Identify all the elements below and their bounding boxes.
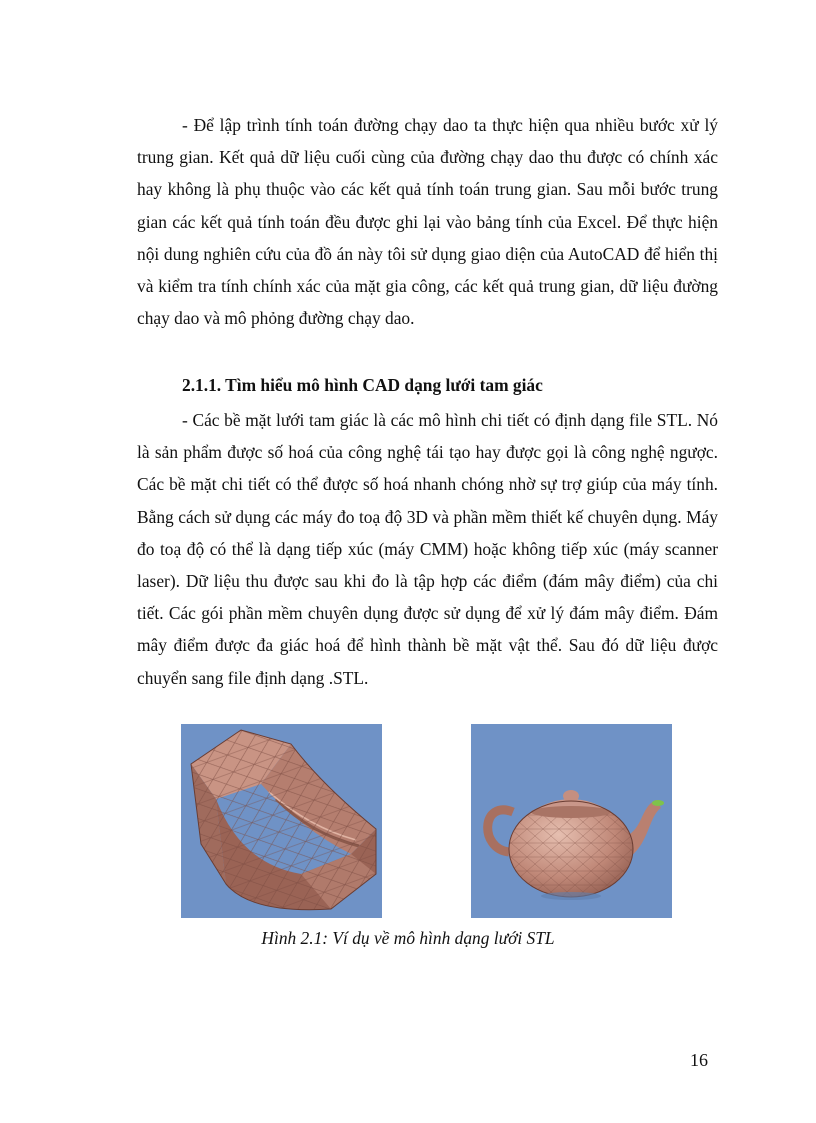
stl-mesh-teapot-image: [471, 724, 672, 918]
section-heading: 2.1.1. Tìm hiểu mô hình CAD dạng lưới tam giác: [182, 375, 543, 395]
page-number: 16: [690, 1050, 708, 1070]
figure-caption: Hình 2.1: Ví dụ về mô hình dạng lưới STL: [261, 928, 555, 948]
body-paragraph-2: - Các bề mặt lưới tam giác là các mô hình chi tiết có định dạng file STL. Nó là sản phẩm được số hoá của công nghệ tái tạo hay được gọi là công nghệ ngược. Các bề mặt chi tiết có thể được số hoá nhanh chóng nhờ sự trợ giúp của máy tính. Bằng cách sử dụng các máy đo toạ độ 3D và phần mềm thiết kế chuyên dụng. Máy đo toạ độ có thể là dạng tiếp xúc (máy CMM) hoặc không tiếp xúc (máy scanner laser). Dữ liệu thu được sau khi đo là tập hợp các điểm (đám mây điểm) của chi tiết. Các gói phần mềm chuyên dụng được sử dụng để xử lý đám mây điểm. Đám mây điểm được đa giác hoá để hình thành bề mặt vật thể. Sau đó dữ liệu được chuyển sang file định dạng .STL.: [137, 410, 718, 688]
stl-mesh-part-image: [181, 724, 382, 918]
body-paragraph-1: - Để lập trình tính toán đường chạy dao ta thực hiện qua nhiều bước xử lý trung gian. Kết quả dữ liệu cuối cùng của đường chạy dao thu được có chính xác hay không là phụ thuộc vào các kết quả tính toán trung gian. Sau mỗi bước trung gian các kết quả tính toán đều được ghi lại vào bảng tính của Excel. Để thực hiện nội dung nghiên cứu của đồ án này tôi sử dụng giao diện của AutoCAD để hiển thị và kiểm tra tính chính xác của mặt gia công, các kết quả trung gian, dữ liệu đường chạy dao và mô phỏng đường chạy dao.: [137, 115, 718, 329]
